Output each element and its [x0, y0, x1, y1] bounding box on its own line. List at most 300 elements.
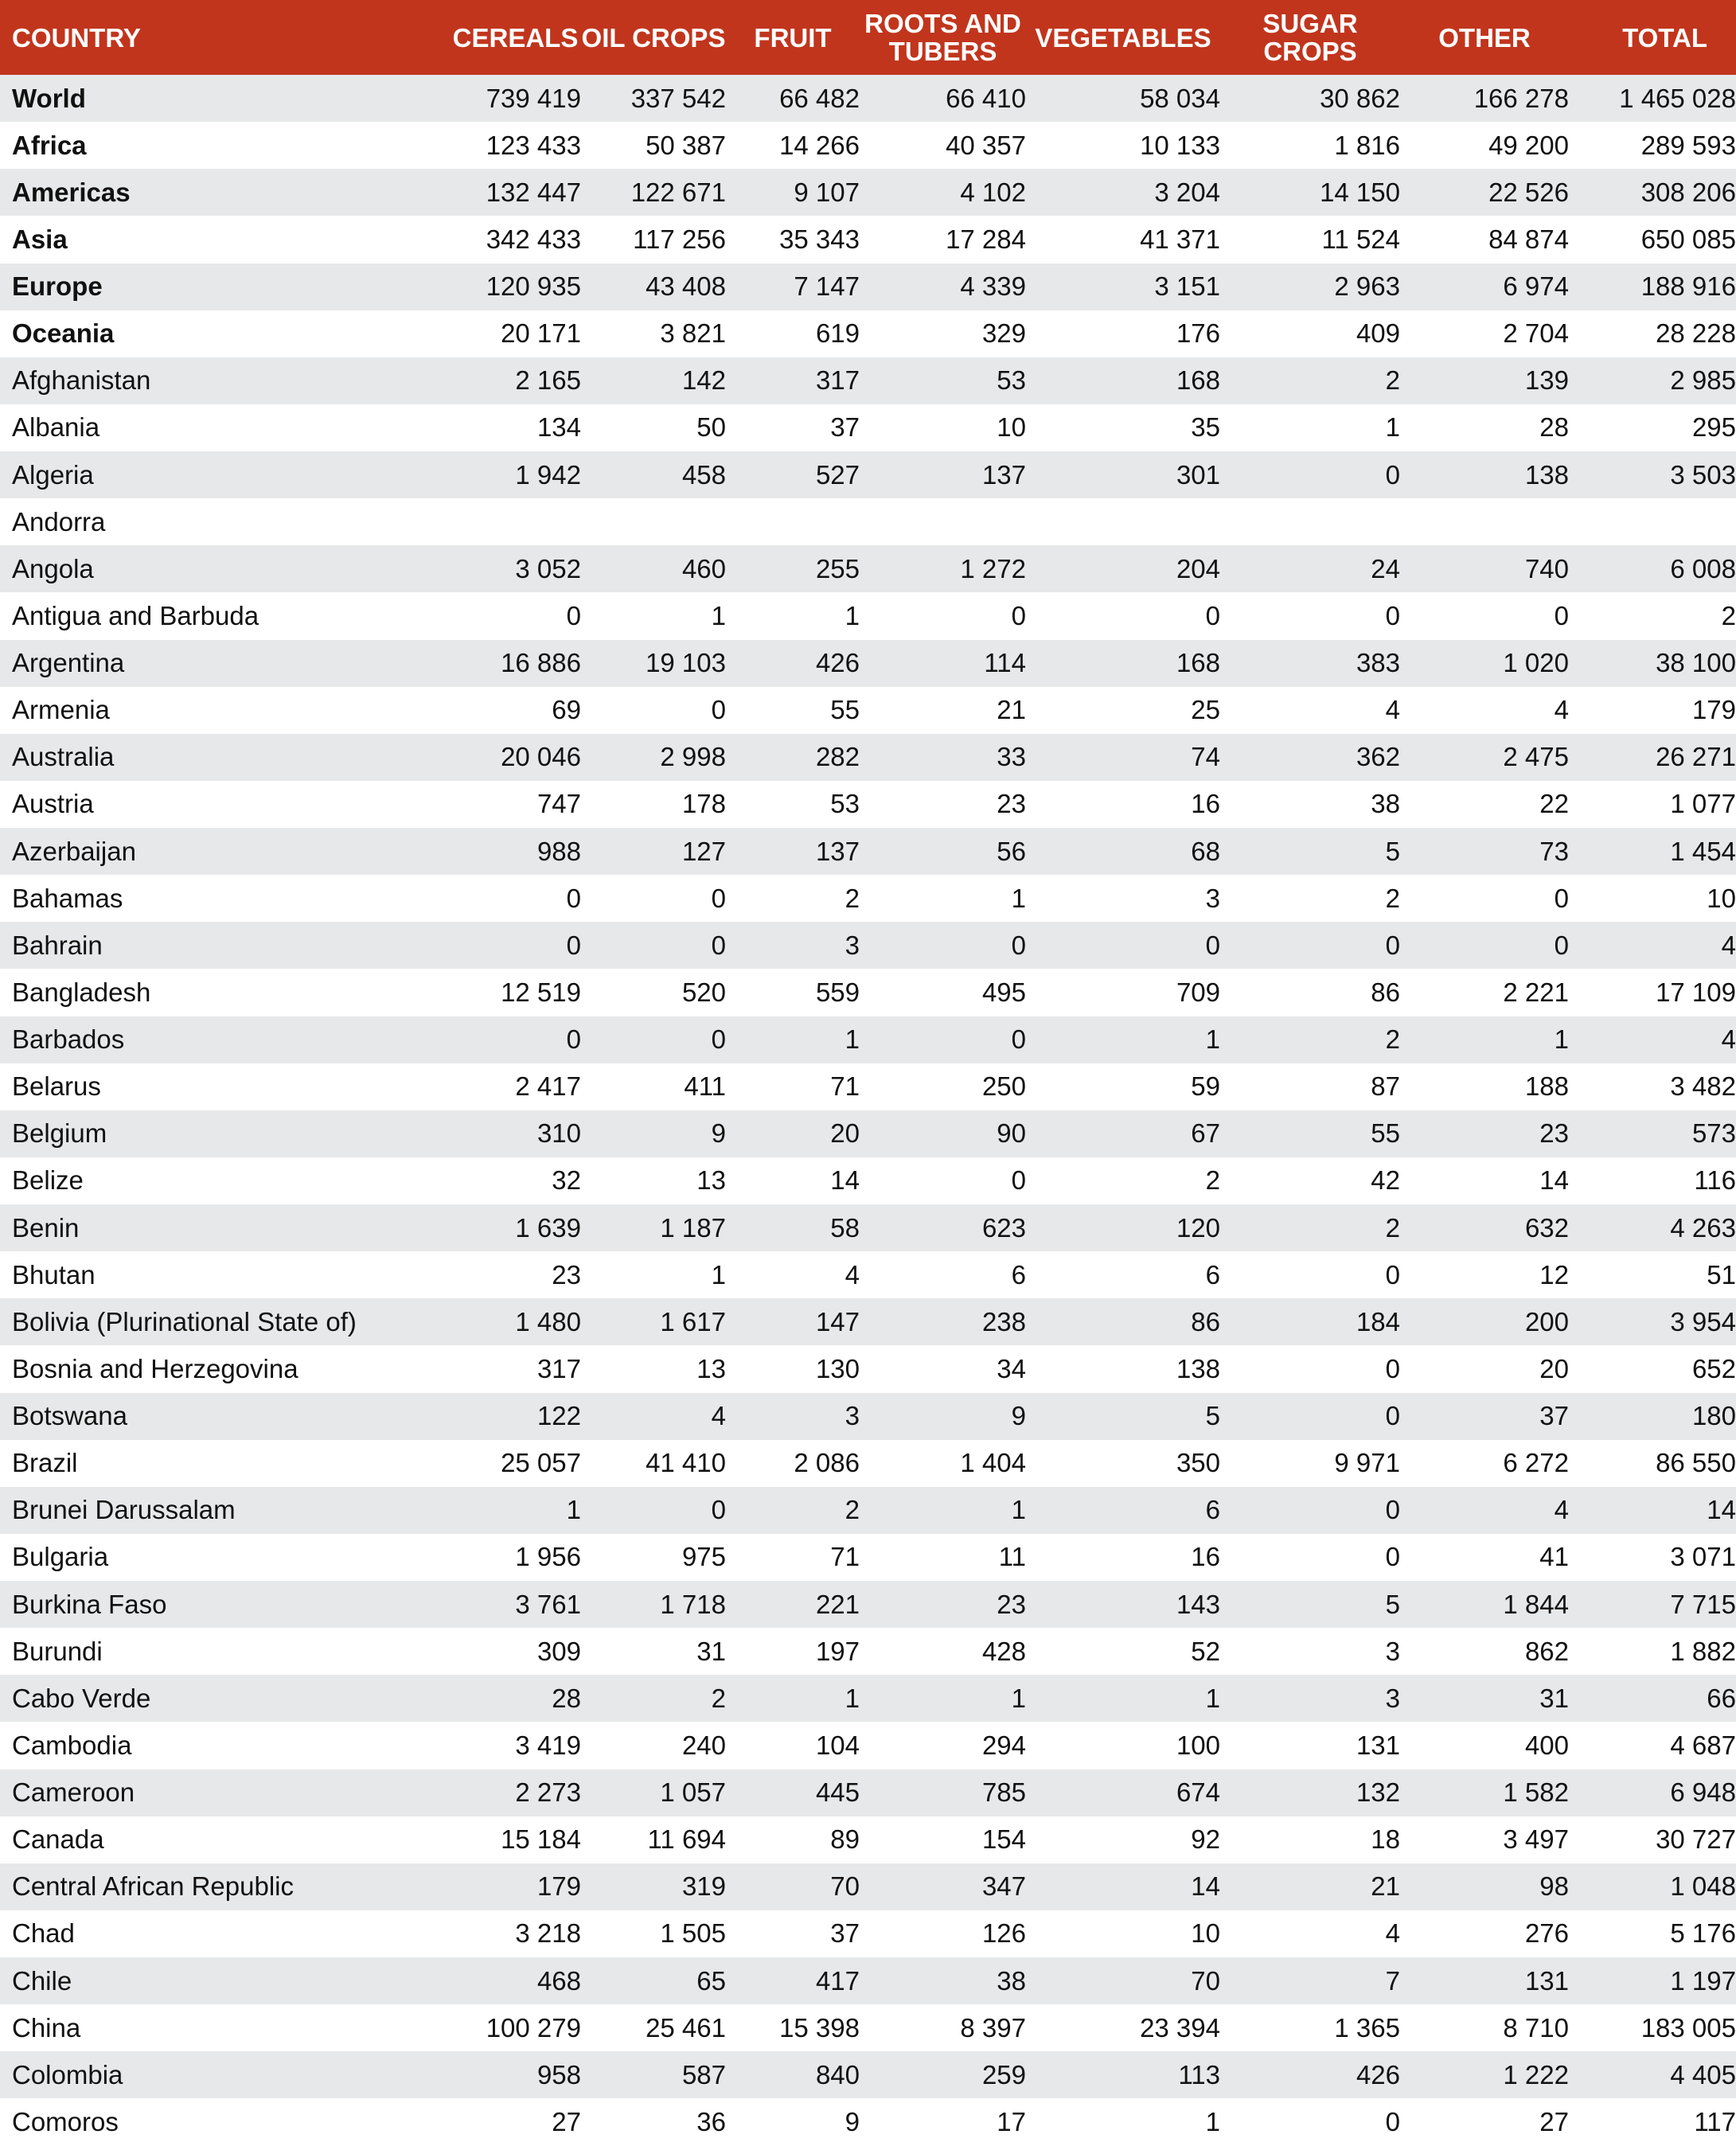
fruit-value-cell: 71: [830, 1071, 860, 1102]
table-row: [0, 1110, 1736, 1157]
roots-and-tubers-value-cell: 9: [1011, 1401, 1026, 1431]
fruit-value-cell: 2 086: [794, 1448, 860, 1478]
roots-and-tubers-value-cell: 34: [997, 1353, 1026, 1383]
fruit-value-cell: 7 147: [794, 271, 860, 302]
fruit-value-cell: 1: [845, 1024, 860, 1055]
vegetables-value-cell: 176: [1176, 318, 1220, 349]
roots-and-tubers-value-cell: 53: [997, 365, 1026, 396]
country-name-cell: Belgium: [12, 1118, 107, 1149]
oil-crops-value-cell: 50 387: [646, 130, 726, 160]
vegetables-value-cell: 74: [1191, 742, 1220, 772]
fruit-value-cell: 130: [815, 1353, 860, 1383]
total-value-cell: 66: [1707, 1683, 1736, 1713]
vegetables-value-cell: 138: [1176, 1353, 1220, 1383]
sugar-crops-value-cell: 1 816: [1334, 130, 1400, 160]
country-name-cell: Azerbaijan: [12, 836, 136, 866]
sugar-crops-value-cell: 0: [1385, 600, 1400, 630]
vegetables-value-cell: 709: [1176, 977, 1220, 1007]
country-name-cell: Belize: [12, 1165, 84, 1196]
sugar-crops-value-cell: 0: [1385, 459, 1400, 490]
oil-crops-value-cell: 122 671: [630, 177, 726, 207]
cereals-value-cell: 120 935: [486, 271, 581, 302]
fruit-value-cell: 9 107: [794, 177, 860, 207]
table-row: [0, 310, 1736, 357]
vegetables-value-cell: 25: [1191, 695, 1220, 725]
fruit-value-cell: 197: [815, 1636, 860, 1666]
country-name-cell: Burundi: [12, 1636, 103, 1666]
other-value-cell: 27: [1539, 2106, 1569, 2136]
header-other: OTHER: [1438, 22, 1531, 53]
total-value-cell: 1 882: [1670, 1636, 1736, 1666]
total-value-cell: 38 100: [1656, 648, 1736, 678]
cereals-value-cell: 342 433: [486, 224, 581, 254]
total-value-cell: 179: [1691, 695, 1736, 725]
total-value-cell: 6 948: [1670, 1777, 1736, 1808]
country-name-cell: Angola: [12, 553, 94, 583]
oil-crops-value-cell: 1 617: [660, 1306, 726, 1336]
cereals-value-cell: 25 057: [501, 1448, 581, 1478]
fruit-value-cell: 282: [815, 742, 860, 772]
roots-and-tubers-value-cell: 329: [981, 318, 1026, 349]
country-name-cell: Bulgaria: [12, 1542, 109, 1572]
table-row: [0, 169, 1736, 216]
oil-crops-value-cell: 240: [681, 1730, 726, 1760]
table-row: [0, 1251, 1736, 1298]
table-row: [0, 1863, 1736, 1910]
fruit-value-cell: 66 482: [779, 83, 860, 113]
cereals-value-cell: 123 433: [486, 130, 581, 160]
table-row: [0, 922, 1736, 969]
country-name-cell: Chad: [12, 1918, 75, 1949]
total-value-cell: 308 206: [1640, 177, 1736, 207]
roots-and-tubers-value-cell: 114: [984, 648, 1026, 678]
cereals-value-cell: 3 419: [515, 1730, 581, 1760]
vegetables-value-cell: [1026, 498, 1220, 545]
oil-crops-value-cell: 1 057: [660, 1777, 726, 1808]
other-value-cell: 4: [1554, 1495, 1569, 1525]
other-value-cell: 6 974: [1503, 271, 1569, 302]
other-value-cell: 31: [1539, 1683, 1569, 1713]
country-name-cell: Brunei Darussalam: [12, 1495, 236, 1525]
other-value-cell: 3 497: [1503, 1824, 1569, 1855]
other-value-cell: 84 874: [1488, 224, 1569, 254]
fruit-value-cell: 70: [830, 1871, 860, 1902]
cereals-value-cell: 1 956: [515, 1542, 581, 1572]
other-value-cell: 20: [1539, 1353, 1569, 1383]
sugar-crops-value-cell: 9 971: [1334, 1448, 1400, 1478]
cereals-value-cell: 2 417: [515, 1071, 581, 1102]
cereals-value-cell: 468: [536, 1965, 581, 1996]
oil-crops-value-cell: 142: [681, 365, 726, 396]
oil-crops-value-cell: 19 103: [646, 648, 726, 678]
oil-crops-value-cell: 0: [711, 930, 726, 960]
table-row: [0, 1393, 1736, 1440]
cereals-value-cell: 3 761: [515, 1589, 581, 1619]
sugar-crops-value-cell: 5: [1385, 1589, 1400, 1619]
country-name-cell: Argentina: [12, 648, 125, 678]
table-row: [0, 1534, 1736, 1581]
sugar-crops-value-cell: 4: [1385, 1918, 1400, 1949]
header-sugar-crops: SUGAR CROPS: [1262, 9, 1358, 66]
sugar-crops-value-cell: 38: [1371, 789, 1400, 819]
sugar-crops-value-cell: 2: [1385, 365, 1400, 396]
fruit-value-cell: 55: [830, 695, 860, 725]
total-value-cell: 3 954: [1670, 1306, 1736, 1336]
table-row: [0, 2004, 1736, 2051]
cereals-value-cell: 310: [536, 1118, 581, 1149]
cereals-value-cell: 132 447: [486, 177, 581, 207]
oil-crops-value-cell: 36: [696, 2106, 726, 2136]
country-name-cell: Comoros: [12, 2106, 119, 2136]
cereals-value-cell: 100 279: [486, 2012, 581, 2043]
vegetables-value-cell: 100: [1176, 1730, 1220, 1760]
oil-crops-value-cell: 520: [681, 977, 726, 1007]
country-name-cell: Bhutan: [12, 1259, 96, 1290]
country-name-cell: Bahamas: [12, 883, 123, 913]
total-value-cell: 5 176: [1670, 1918, 1736, 1949]
sugar-crops-value-cell: 24: [1371, 553, 1400, 583]
country-name-cell: Cabo Verde: [12, 1683, 151, 1713]
vegetables-value-cell: 16: [1191, 1542, 1220, 1572]
oil-crops-value-cell: 178: [681, 789, 726, 819]
country-name-cell: Armenia: [12, 695, 110, 725]
header-fruit: FRUIT: [754, 22, 832, 53]
country-name-cell: Botswana: [12, 1401, 127, 1431]
roots-and-tubers-value-cell: 428: [981, 1636, 1026, 1666]
vegetables-value-cell: 350: [1176, 1448, 1220, 1478]
vegetables-value-cell: 168: [1176, 648, 1220, 678]
sugar-crops-value-cell: 383: [1356, 648, 1400, 678]
oil-crops-value-cell: 13: [696, 1165, 726, 1196]
country-name-cell: China: [12, 2012, 81, 2043]
roots-and-tubers-value-cell: 137: [981, 459, 1026, 490]
oil-crops-value-cell: 50: [696, 412, 726, 443]
total-value-cell: 4: [1721, 1024, 1736, 1055]
sugar-crops-value-cell: 87: [1371, 1071, 1400, 1102]
total-value-cell: 1 454: [1670, 836, 1736, 866]
header-total: TOTAL: [1622, 22, 1707, 53]
roots-and-tubers-value-cell: 347: [981, 1871, 1026, 1902]
table-row: [0, 122, 1736, 169]
table-row: [0, 75, 1736, 122]
fruit-value-cell: 53: [830, 789, 860, 819]
table-row: [0, 545, 1736, 592]
cereals-value-cell: 958: [536, 2059, 581, 2089]
oil-crops-value-cell: 0: [711, 1024, 726, 1055]
other-value-cell: 28: [1539, 412, 1569, 443]
fruit-value-cell: 71: [830, 1542, 860, 1572]
oil-crops-value-cell: 4: [711, 1401, 726, 1431]
roots-and-tubers-value-cell: 1: [1011, 1683, 1026, 1713]
sugar-crops-value-cell: 4: [1385, 695, 1400, 725]
table-row: [0, 2098, 1736, 2145]
header-vegetables: VEGETABLES: [1035, 22, 1211, 53]
table-row: [0, 687, 1736, 734]
fruit-value-cell: 3: [845, 930, 860, 960]
other-value-cell: 14: [1539, 1165, 1569, 1196]
total-value-cell: 117: [1694, 2106, 1736, 2136]
roots-and-tubers-value-cell: 495: [981, 977, 1026, 1007]
table-row: [0, 1440, 1736, 1487]
vegetables-value-cell: 68: [1191, 836, 1220, 866]
vegetables-value-cell: 70: [1191, 1965, 1220, 1996]
table-row: [0, 1204, 1736, 1251]
roots-and-tubers-value-cell: 126: [981, 1918, 1026, 1949]
country-name-cell: Burkina Faso: [12, 1589, 167, 1619]
vegetables-value-cell: 59: [1191, 1071, 1220, 1102]
sugar-crops-value-cell: 362: [1356, 742, 1400, 772]
header-cereals: CEREALS: [452, 22, 579, 53]
country-name-cell: Benin: [12, 1212, 80, 1243]
other-value-cell: 2 704: [1503, 318, 1569, 349]
cereals-value-cell: 1: [566, 1495, 581, 1525]
oil-crops-value-cell: 411: [684, 1071, 726, 1102]
vegetables-value-cell: 204: [1176, 553, 1220, 583]
vegetables-value-cell: 16: [1191, 789, 1220, 819]
other-value-cell: [1400, 498, 1569, 545]
total-value-cell: 1 048: [1670, 1871, 1736, 1902]
roots-and-tubers-value-cell: 1 404: [960, 1448, 1026, 1478]
table-row: [0, 640, 1736, 687]
table-body: [0, 75, 1736, 2146]
sugar-crops-value-cell: 3: [1385, 1683, 1400, 1713]
vegetables-value-cell: 120: [1176, 1212, 1220, 1243]
country-name-cell: Bangladesh: [12, 977, 151, 1007]
fruit-value-cell: 559: [815, 977, 860, 1007]
fruit-value-cell: 20: [830, 1118, 860, 1149]
vegetables-value-cell: 35: [1191, 412, 1220, 443]
total-value-cell: 295: [1691, 412, 1736, 443]
other-value-cell: 22: [1539, 789, 1569, 819]
roots-and-tubers-value-cell: 11: [998, 1542, 1026, 1572]
roots-and-tubers-value-cell: 17 284: [946, 224, 1026, 254]
cereals-value-cell: 15 184: [501, 1824, 581, 1855]
roots-and-tubers-value-cell: 0: [1011, 1165, 1026, 1196]
roots-and-tubers-value-cell: 250: [981, 1071, 1026, 1102]
cereals-value-cell: 20 046: [501, 742, 581, 772]
cereals-value-cell: 20 171: [501, 318, 581, 349]
roots-and-tubers-value-cell: 40 357: [946, 130, 1026, 160]
total-value-cell: 2 985: [1670, 365, 1736, 396]
cereals-value-cell: 32: [552, 1165, 581, 1196]
vegetables-value-cell: 6: [1205, 1259, 1220, 1290]
oil-crops-value-cell: 25 461: [646, 2012, 726, 2043]
other-value-cell: 1 222: [1503, 2059, 1569, 2089]
total-value-cell: 51: [1707, 1259, 1736, 1290]
other-value-cell: 2 475: [1503, 742, 1569, 772]
roots-and-tubers-value-cell: 294: [981, 1730, 1026, 1760]
total-value-cell: 30 727: [1656, 1824, 1736, 1855]
oil-crops-value-cell: 458: [681, 459, 726, 490]
oil-crops-value-cell: 11 694: [647, 1824, 726, 1855]
country-name-cell: Antigua and Barbuda: [12, 600, 259, 630]
oil-crops-value-cell: 43 408: [646, 271, 726, 302]
vegetables-value-cell: 3 151: [1154, 271, 1220, 302]
fruit-value-cell: 317: [815, 365, 860, 396]
country-name-cell: Barbados: [12, 1024, 125, 1055]
roots-and-tubers-value-cell: 0: [1011, 930, 1026, 960]
cereals-value-cell: 988: [536, 836, 581, 866]
cereals-value-cell: 0: [566, 600, 581, 630]
cereals-value-cell: 0: [566, 930, 581, 960]
header-country: COUNTRY: [12, 22, 141, 53]
sugar-crops-value-cell: 409: [1356, 318, 1400, 349]
total-value-cell: 180: [1691, 1401, 1736, 1431]
header-roots-and-tubers: ROOTS AND TUBERS: [864, 9, 1021, 66]
oil-crops-value-cell: 127: [681, 836, 726, 866]
total-value-cell: 3 071: [1670, 1542, 1736, 1572]
sugar-crops-value-cell: 18: [1371, 1824, 1400, 1855]
sugar-crops-value-cell: 1: [1385, 412, 1400, 443]
vegetables-value-cell: 3 204: [1154, 177, 1220, 207]
table-row: [0, 1581, 1736, 1628]
other-value-cell: 1: [1554, 1024, 1569, 1055]
other-value-cell: 41: [1539, 1542, 1569, 1572]
table-row: [0, 1487, 1736, 1534]
sugar-crops-value-cell: 426: [1356, 2059, 1400, 2089]
oil-crops-value-cell: 3 821: [660, 318, 726, 349]
fruit-value-cell: 4: [845, 1259, 860, 1290]
roots-and-tubers-value-cell: 259: [981, 2059, 1026, 2089]
cereals-value-cell: 1 639: [515, 1212, 581, 1243]
oil-crops-value-cell: 1: [711, 1259, 726, 1290]
oil-crops-value-cell: [581, 498, 726, 545]
country-name-cell: Algeria: [12, 459, 94, 490]
oil-crops-value-cell: 117 256: [633, 224, 726, 254]
roots-and-tubers-value-cell: 238: [981, 1306, 1026, 1336]
country-name-cell: Cameroon: [12, 1777, 135, 1808]
sugar-crops-value-cell: 11 524: [1321, 224, 1400, 254]
other-value-cell: 0: [1554, 930, 1569, 960]
sugar-crops-value-cell: 21: [1371, 1871, 1400, 1902]
total-value-cell: 17 109: [1656, 977, 1736, 1007]
oil-crops-value-cell: 337 542: [630, 83, 726, 113]
other-value-cell: 0: [1554, 600, 1569, 630]
table-row: [0, 357, 1736, 404]
roots-and-tubers-value-cell: 0: [1011, 600, 1026, 630]
other-value-cell: 8 710: [1503, 2012, 1569, 2043]
other-value-cell: 12: [1539, 1259, 1569, 1290]
other-value-cell: 139: [1524, 365, 1569, 396]
vegetables-value-cell: 1: [1205, 1024, 1220, 1055]
table-row: [0, 498, 1736, 545]
total-value-cell: [1569, 498, 1736, 545]
vegetables-value-cell: 674: [1176, 1777, 1220, 1808]
sugar-crops-value-cell: 0: [1385, 1542, 1400, 1572]
oil-crops-value-cell: 2 998: [660, 742, 726, 772]
oil-crops-value-cell: 31: [696, 1636, 726, 1666]
country-name-cell: Oceania: [12, 318, 115, 349]
vegetables-value-cell: 23 394: [1140, 2012, 1220, 2043]
total-value-cell: 650 085: [1640, 224, 1736, 254]
roots-and-tubers-value-cell: 33: [997, 742, 1026, 772]
country-name-cell: Canada: [12, 1824, 104, 1855]
total-value-cell: 1 465 028: [1619, 83, 1736, 113]
roots-and-tubers-value-cell: 17: [997, 2106, 1026, 2136]
total-value-cell: 26 271: [1656, 742, 1736, 772]
vegetables-value-cell: 1: [1205, 1683, 1220, 1713]
sugar-crops-value-cell: 0: [1385, 1495, 1400, 1525]
cereals-value-cell: 3 218: [515, 1918, 581, 1949]
total-value-cell: 1 077: [1670, 789, 1736, 819]
sugar-crops-value-cell: 0: [1385, 930, 1400, 960]
total-value-cell: 4 263: [1670, 1212, 1736, 1243]
table-row: [0, 1298, 1736, 1345]
country-name-cell: Bosnia and Herzegovina: [12, 1353, 298, 1383]
country-name-cell: Austria: [12, 789, 94, 819]
other-value-cell: 22 526: [1488, 177, 1569, 207]
vegetables-value-cell: 67: [1191, 1118, 1220, 1149]
table-row: [0, 734, 1736, 781]
sugar-crops-value-cell: 14 150: [1320, 177, 1400, 207]
other-value-cell: 166 278: [1473, 83, 1569, 113]
cereals-value-cell: 0: [566, 883, 581, 913]
roots-and-tubers-value-cell: 38: [997, 1965, 1026, 1996]
oil-crops-value-cell: 2: [711, 1683, 726, 1713]
total-value-cell: 10: [1707, 883, 1736, 913]
table-row: [0, 1157, 1736, 1204]
other-value-cell: 23: [1539, 1118, 1569, 1149]
oil-crops-value-cell: 1 718: [660, 1589, 726, 1619]
roots-and-tubers-value-cell: 154: [981, 1824, 1026, 1855]
total-value-cell: 4 687: [1670, 1730, 1736, 1760]
country-name-cell: Colombia: [12, 2059, 123, 2089]
fruit-value-cell: 58: [830, 1212, 860, 1243]
fruit-value-cell: 9: [845, 2106, 860, 2136]
country-name-cell: Asia: [12, 224, 68, 254]
table-row: [0, 592, 1736, 639]
table-row: [0, 1345, 1736, 1392]
fruit-value-cell: 445: [815, 1777, 860, 1808]
other-value-cell: 632: [1524, 1212, 1569, 1243]
cereals-value-cell: 23: [552, 1259, 581, 1290]
oil-crops-value-cell: 41 410: [646, 1448, 726, 1478]
sugar-crops-value-cell: 1 365: [1334, 2012, 1400, 2043]
cereals-value-cell: 27: [552, 2106, 581, 2136]
total-value-cell: 188 916: [1640, 271, 1736, 302]
cereals-value-cell: 317: [536, 1353, 581, 1383]
fruit-value-cell: 1: [845, 600, 860, 630]
fruit-value-cell: 2: [845, 883, 860, 913]
oil-crops-value-cell: 0: [711, 695, 726, 725]
header-oil-crops: OIL CROPS: [581, 22, 726, 53]
roots-and-tubers-value-cell: 4 339: [960, 271, 1026, 302]
sugar-crops-value-cell: 2: [1385, 1212, 1400, 1243]
table-row: [0, 1016, 1736, 1063]
country-name-cell: Belarus: [12, 1071, 101, 1102]
fruit-value-cell: 417: [815, 1965, 860, 1996]
vegetables-value-cell: 1: [1205, 2106, 1220, 2136]
sugar-crops-value-cell: 131: [1356, 1730, 1400, 1760]
country-name-cell: Afghanistan: [12, 365, 151, 396]
other-value-cell: 200: [1524, 1306, 1569, 1336]
sugar-crops-value-cell: 2: [1385, 1024, 1400, 1055]
table-header-row: [0, 0, 1736, 75]
oil-crops-value-cell: 975: [681, 1542, 726, 1572]
country-name-cell: Africa: [12, 130, 87, 160]
total-value-cell: 183 005: [1640, 2012, 1736, 2043]
roots-and-tubers-value-cell: 23: [997, 1589, 1026, 1619]
total-value-cell: 4: [1721, 930, 1736, 960]
vegetables-value-cell: 3: [1205, 883, 1220, 913]
table-row: [0, 1063, 1736, 1110]
oil-crops-value-cell: 0: [711, 1495, 726, 1525]
country-name-cell: Central African Republic: [12, 1871, 295, 1902]
sugar-crops-value-cell: 2 963: [1334, 271, 1400, 302]
total-value-cell: 14: [1707, 1495, 1736, 1525]
total-value-cell: 3 482: [1670, 1071, 1736, 1102]
cereals-value-cell: 69: [552, 695, 581, 725]
